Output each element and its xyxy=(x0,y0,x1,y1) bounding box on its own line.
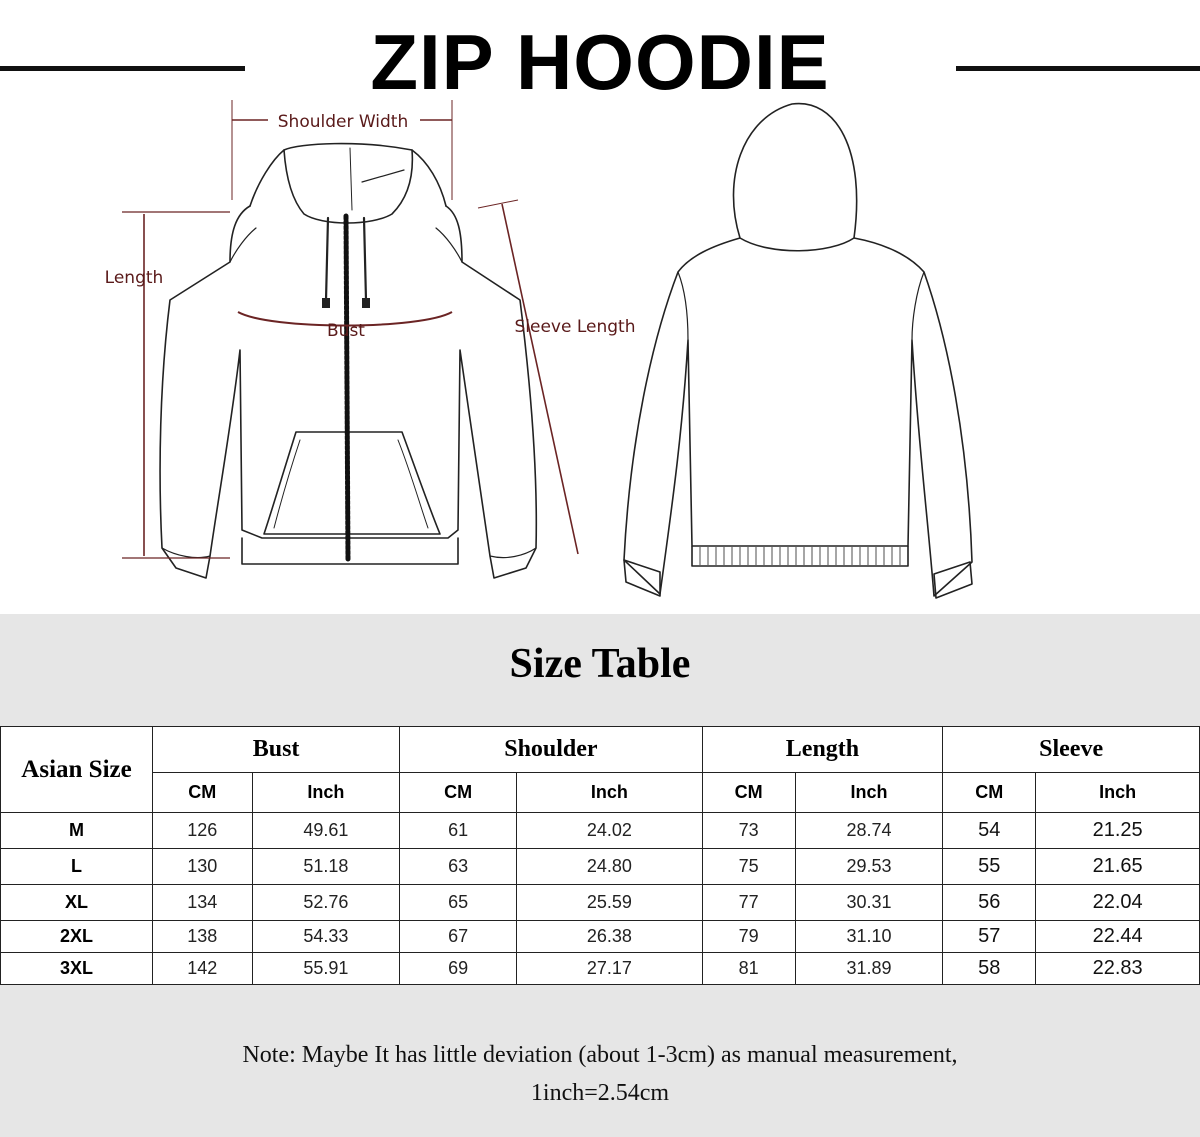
bust-label: Bust xyxy=(327,321,365,341)
value-cell: 25.59 xyxy=(517,885,703,921)
value-cell: 24.02 xyxy=(517,813,703,849)
value-cell: 29.53 xyxy=(795,849,943,885)
unit-header: CM xyxy=(400,773,517,813)
table-row xyxy=(1,953,1200,985)
size-table xyxy=(0,726,1200,985)
value-cell: 69 xyxy=(400,953,517,985)
unit-header: Inch xyxy=(517,773,703,813)
bust-header: Bust xyxy=(153,727,400,773)
table-row xyxy=(1,885,1200,921)
unit-header: Inch xyxy=(1036,773,1200,813)
value-cell: 26.38 xyxy=(517,921,703,953)
value-cell: 55 xyxy=(943,849,1036,885)
value-cell: 73 xyxy=(702,813,795,849)
size-cell: 3XL xyxy=(1,953,153,985)
value-cell: 63 xyxy=(400,849,517,885)
value-cell: 24.80 xyxy=(517,849,703,885)
value-cell: 58 xyxy=(943,953,1036,985)
value-cell: 21.25 xyxy=(1036,813,1200,849)
length-header: Length xyxy=(702,727,943,773)
value-cell: 54 xyxy=(943,813,1036,849)
value-cell: 57 xyxy=(943,921,1036,953)
value-cell: 130 xyxy=(153,849,253,885)
value-cell: 55.91 xyxy=(252,953,400,985)
size-cell: XL xyxy=(1,885,153,921)
value-cell: 126 xyxy=(153,813,253,849)
sleeve-length-label: Sleeve Length xyxy=(514,317,636,337)
value-cell: 134 xyxy=(153,885,253,921)
table-row xyxy=(1,813,1200,849)
unit-header: CM xyxy=(702,773,795,813)
value-cell: 61 xyxy=(400,813,517,849)
value-cell: 21.65 xyxy=(1036,849,1200,885)
value-cell: 56 xyxy=(943,885,1036,921)
value-cell: 27.17 xyxy=(517,953,703,985)
value-cell: 22.04 xyxy=(1036,885,1200,921)
shoulder-width-label: Shoulder Width xyxy=(277,112,409,132)
value-cell: 75 xyxy=(702,849,795,885)
table-row xyxy=(1,921,1200,953)
value-cell: 65 xyxy=(400,885,517,921)
value-cell: 31.10 xyxy=(795,921,943,953)
unit-header: CM xyxy=(943,773,1036,813)
length-label: Length xyxy=(104,268,164,288)
unit-header: Inch xyxy=(795,773,943,813)
note-line-2: 1inch=2.54cm xyxy=(530,1080,670,1106)
sleeve-header: Sleeve xyxy=(943,727,1200,773)
value-cell: 52.76 xyxy=(252,885,400,921)
asian-size-header: Asian Size xyxy=(1,727,153,813)
value-cell: 142 xyxy=(153,953,253,985)
shoulder-header: Shoulder xyxy=(400,727,703,773)
value-cell: 138 xyxy=(153,921,253,953)
size-cell: 2XL xyxy=(1,921,153,953)
unit-header: Inch xyxy=(252,773,400,813)
value-cell: 67 xyxy=(400,921,517,953)
table-row xyxy=(1,849,1200,885)
value-cell: 49.61 xyxy=(252,813,400,849)
value-cell: 28.74 xyxy=(795,813,943,849)
value-cell: 22.83 xyxy=(1036,953,1200,985)
hoodie-back-drawing xyxy=(624,104,972,598)
value-cell: 79 xyxy=(702,921,795,953)
value-cell: 31.89 xyxy=(795,953,943,985)
hoodie-front-drawing xyxy=(160,144,536,578)
unit-header: CM xyxy=(153,773,253,813)
value-cell: 54.33 xyxy=(252,921,400,953)
measurement-labels xyxy=(105,112,636,341)
size-cell: L xyxy=(1,849,153,885)
value-cell: 77 xyxy=(702,885,795,921)
measurement-note xyxy=(0,1036,1200,1112)
value-cell: 30.31 xyxy=(795,885,943,921)
page-title: ZIP HOODIE xyxy=(370,18,830,106)
value-cell: 81 xyxy=(702,953,795,985)
unit-header-row xyxy=(1,773,1200,813)
value-cell: 22.44 xyxy=(1036,921,1200,953)
size-cell: M xyxy=(1,813,153,849)
note-line-1: Note: Maybe It has little deviation (about 1-3cm) as manual measurement, xyxy=(242,1042,958,1068)
size-table-title: Size Table xyxy=(509,641,691,687)
value-cell: 51.18 xyxy=(252,849,400,885)
group-header-row xyxy=(1,727,1200,773)
